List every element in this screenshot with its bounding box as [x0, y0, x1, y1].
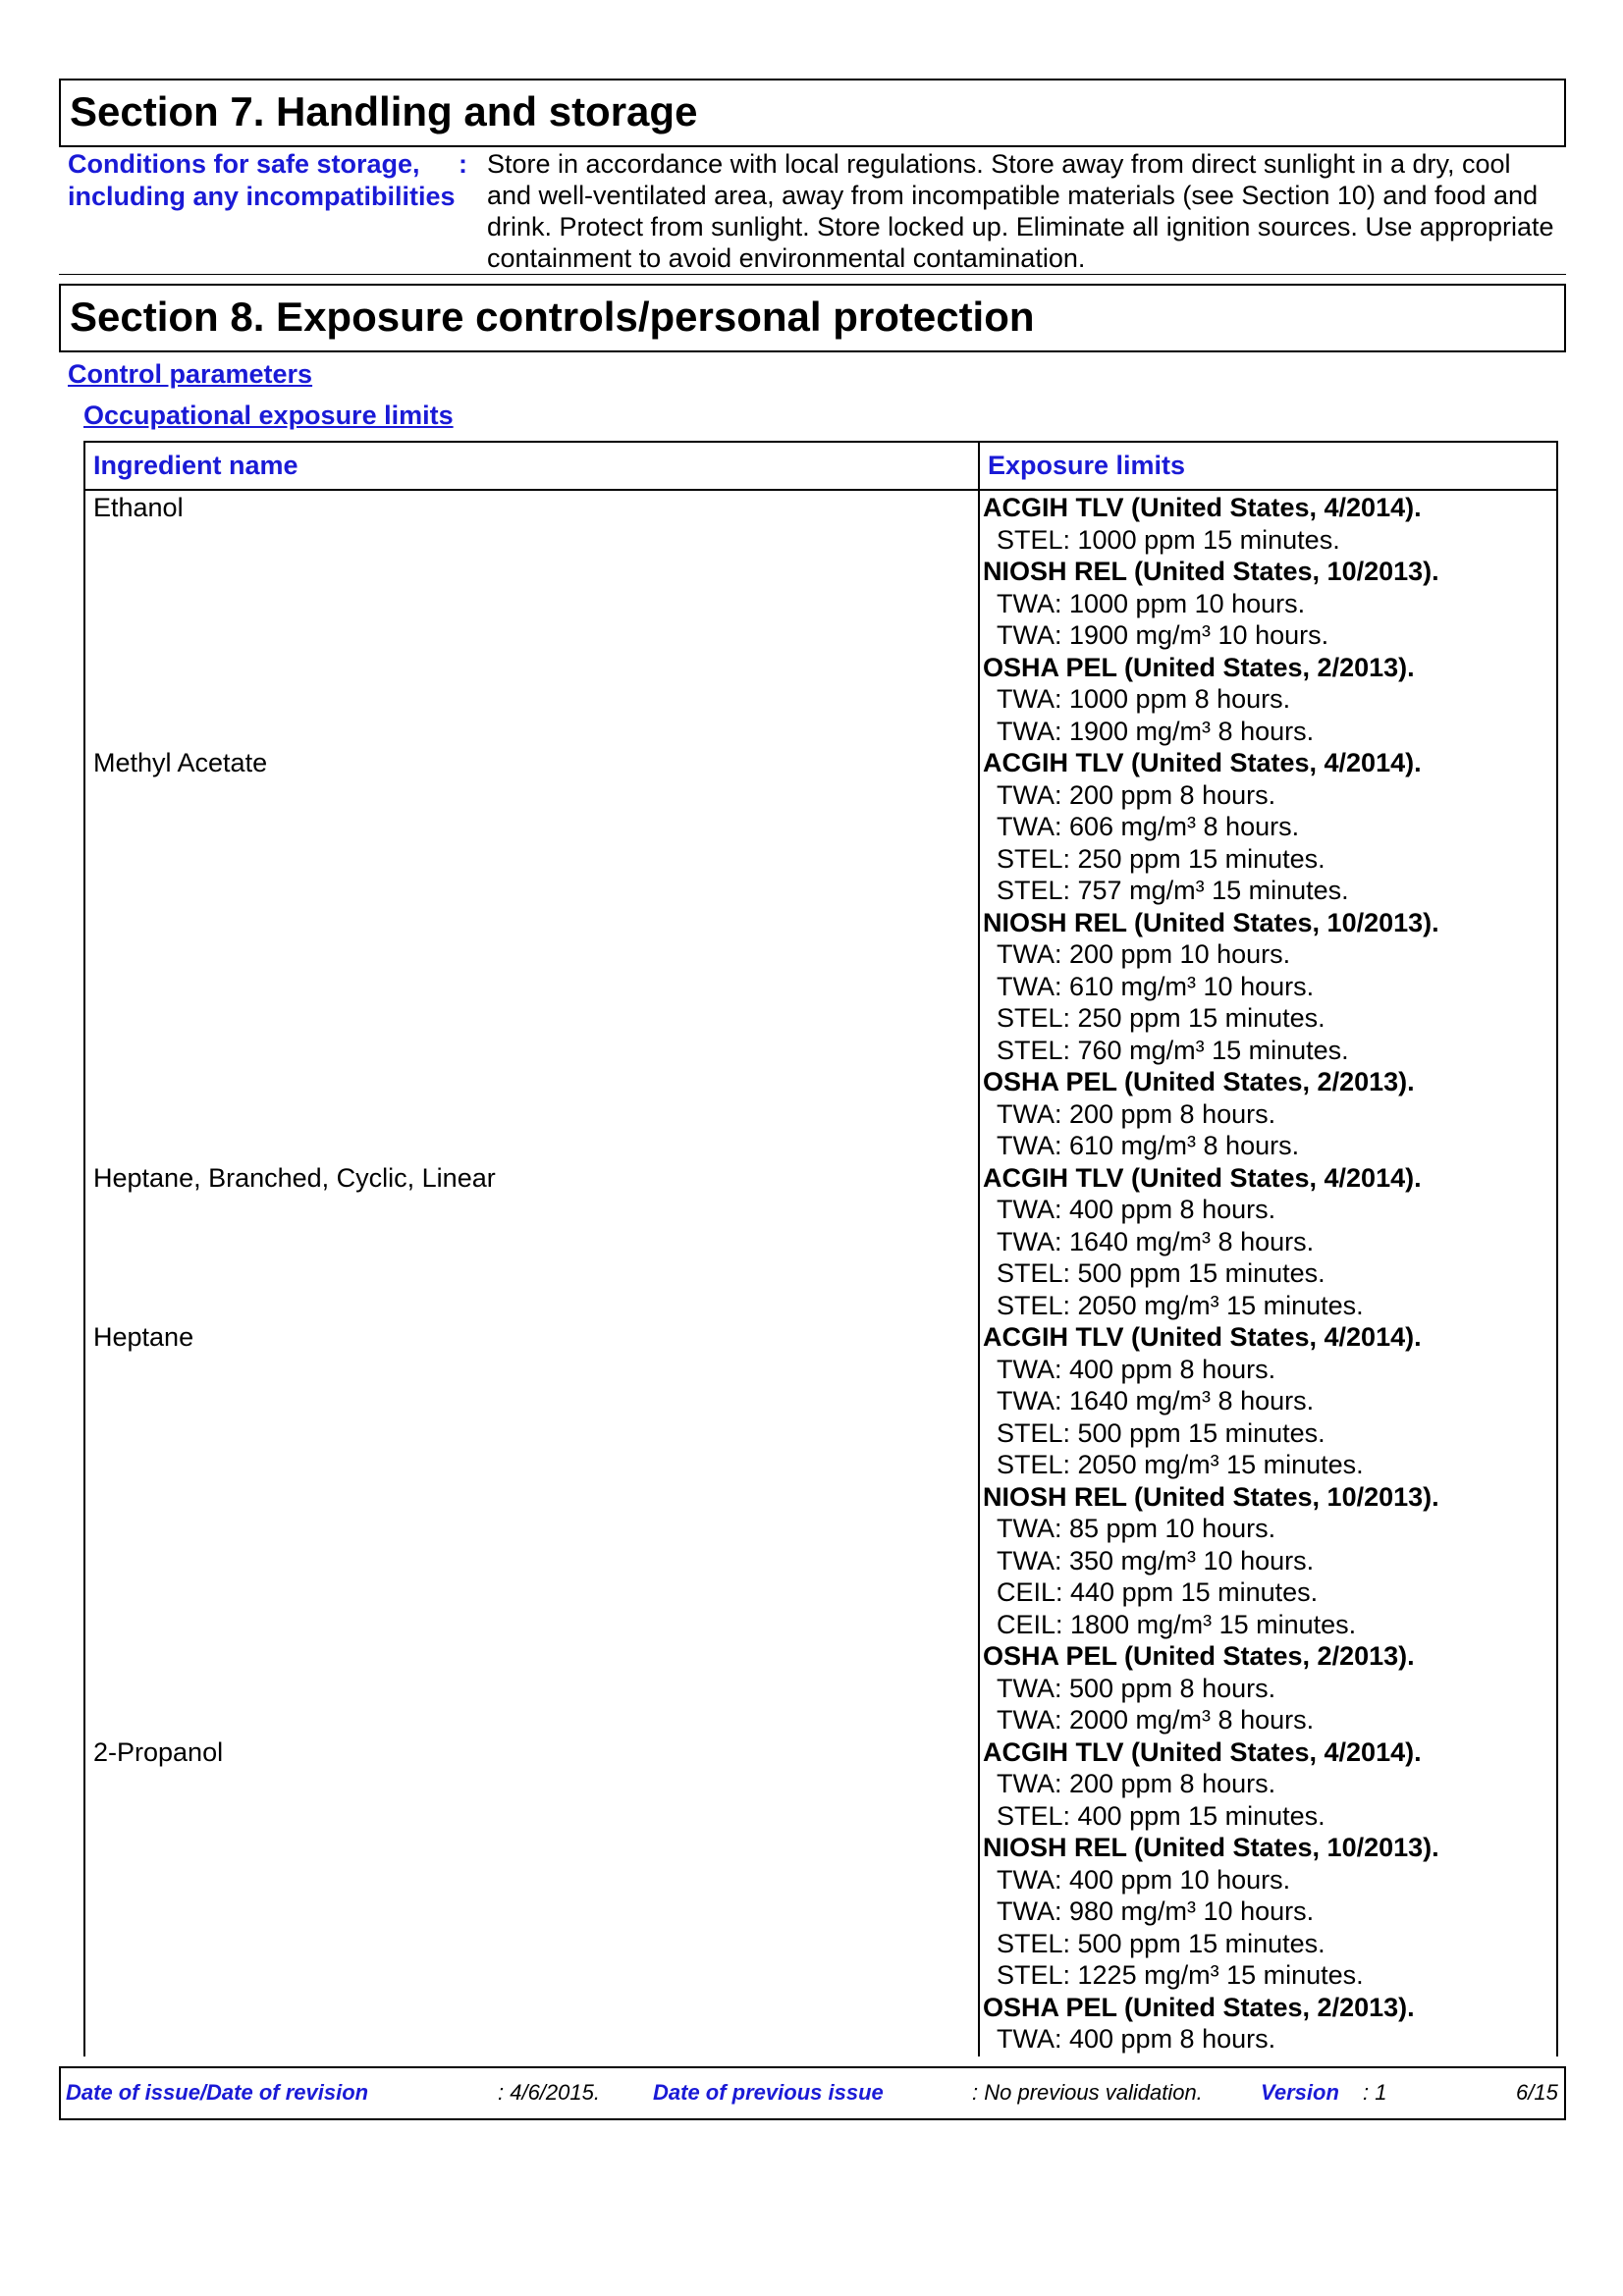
- limit-value: CEIL: 440 ppm 15 minutes.: [997, 1577, 1319, 1607]
- section-8-title: Section 8. Exposure controls/personal protection: [59, 284, 1566, 352]
- limit-value: STEL: 400 ppm 15 minutes.: [997, 1800, 1325, 1831]
- limit-value: TWA: 200 ppm 8 hours.: [997, 1769, 1276, 1798]
- limit-value: TWA: 200 ppm 8 hours.: [997, 779, 1276, 810]
- footer-previous-issue-label: Date of previous issue: [653, 2080, 884, 2105]
- ingredient-name: Methyl Acetate: [93, 748, 268, 777]
- limit-source: OSHA PEL (United States, 2/2013).: [983, 1992, 1415, 2022]
- limit-source: NIOSH REL (United States, 10/2013).: [983, 907, 1439, 937]
- column-header-exposure-limits: Exposure limits: [988, 451, 1186, 480]
- exposure-limits-column: [983, 492, 1542, 2056]
- limit-value: TWA: 400 ppm 8 hours.: [997, 2024, 1276, 2054]
- limit-value: STEL: 500 ppm 15 minutes.: [997, 1417, 1325, 1448]
- limit-source: NIOSH REL (United States, 10/2013).: [983, 1833, 1439, 1862]
- limit-value: TWA: 1640 mg/m³ 8 hours.: [997, 1226, 1315, 1256]
- ingredient-name: Heptane, Branched, Cyclic, Linear: [93, 1162, 496, 1193]
- control-parameters-link[interactable]: Control parameters: [68, 359, 313, 389]
- footer-issue-value: : 4/6/2015.: [498, 2080, 600, 2105]
- limit-value: TWA: 85 ppm 10 hours.: [997, 1514, 1276, 1543]
- footer-previous-issue-value: : No previous validation.: [972, 2080, 1203, 2105]
- page-footer: [59, 2066, 1566, 2120]
- limit-value: TWA: 400 ppm 8 hours.: [997, 1195, 1276, 1224]
- limit-value: STEL: 250 ppm 15 minutes.: [997, 843, 1325, 874]
- limit-value: TWA: 1000 ppm 8 hours.: [997, 684, 1291, 714]
- limit-value: STEL: 1225 mg/m³ 15 minutes.: [997, 1960, 1364, 1990]
- storage-conditions-text: Store in accordance with local regulations. Store away from direct sunlight in a dry, cool and well-ventilated area, away from incompatible materials (see Section 10) and food and drink. Protect from sunlight. Store locked up. Eliminate all ignition sources. Use appropriate containment to avoid environmental contamination.: [487, 149, 1554, 273]
- exposure-limits-table: [83, 441, 1558, 2056]
- limit-value: TWA: 1900 mg/m³ 8 hours.: [997, 716, 1315, 746]
- limit-value: STEL: 2050 mg/m³ 15 minutes.: [997, 1450, 1364, 1479]
- limit-value: TWA: 610 mg/m³ 8 hours.: [997, 1131, 1300, 1160]
- limit-value: TWA: 1000 ppm 10 hours.: [997, 588, 1306, 618]
- footer-page-number: 6/15: [1516, 2080, 1558, 2105]
- limit-value: TWA: 500 ppm 8 hours.: [997, 1673, 1276, 1703]
- ingredient-name: 2-Propanol: [93, 1736, 224, 1767]
- limit-source: ACGIH TLV (United States, 4/2014).: [983, 748, 1422, 777]
- section-7-divider: [59, 274, 1566, 275]
- limit-source: NIOSH REL (United States, 10/2013).: [983, 557, 1439, 586]
- limit-value: STEL: 500 ppm 15 minutes.: [997, 1928, 1325, 1958]
- storage-conditions-colon: :: [459, 149, 467, 179]
- limit-value: TWA: 400 ppm 10 hours.: [997, 1864, 1291, 1895]
- limit-source: ACGIH TLV (United States, 4/2014).: [983, 1736, 1422, 1767]
- section-7-title: Section 7. Handling and storage: [59, 79, 1566, 147]
- limit-value: STEL: 1000 ppm 15 minutes.: [997, 524, 1340, 555]
- limit-value: STEL: 250 ppm 15 minutes.: [997, 1003, 1325, 1033]
- occupational-exposure-limits-link[interactable]: Occupational exposure limits: [83, 400, 454, 430]
- footer-version-label: Version: [1261, 2080, 1339, 2105]
- ingredient-name: Ethanol: [93, 493, 184, 522]
- limit-source: NIOSH REL (United States, 10/2013).: [983, 1481, 1439, 1512]
- column-header-ingredient: Ingredient name: [93, 451, 298, 480]
- limit-source: ACGIH TLV (United States, 4/2014).: [983, 1322, 1422, 1352]
- limit-value: STEL: 2050 mg/m³ 15 minutes.: [997, 1290, 1364, 1320]
- footer-version-value: : 1: [1363, 2080, 1387, 2105]
- limit-source: OSHA PEL (United States, 2/2013).: [983, 1641, 1415, 1671]
- column-divider: [978, 443, 980, 2056]
- limit-value: TWA: 1640 mg/m³ 8 hours.: [997, 1386, 1315, 1415]
- limit-value: TWA: 606 mg/m³ 8 hours.: [997, 812, 1300, 841]
- limit-value: CEIL: 1800 mg/m³ 15 minutes.: [997, 1609, 1357, 1639]
- table-header: [85, 443, 1556, 491]
- limit-value: TWA: 2000 mg/m³ 8 hours.: [997, 1705, 1315, 1735]
- limit-value: TWA: 200 ppm 10 hours.: [997, 939, 1291, 969]
- limit-source: ACGIH TLV (United States, 4/2014).: [983, 1162, 1422, 1193]
- ingredient-name: Heptane: [93, 1322, 194, 1352]
- storage-conditions-label: Conditions for safe storage, including any incompatibilities: [68, 149, 456, 211]
- limit-value: STEL: 760 mg/m³ 15 minutes.: [997, 1035, 1349, 1065]
- limit-value: TWA: 980 mg/m³ 10 hours.: [997, 1896, 1315, 1926]
- limit-value: TWA: 1900 mg/m³ 10 hours.: [997, 620, 1329, 650]
- limit-value: TWA: 400 ppm 8 hours.: [997, 1354, 1276, 1384]
- limit-value: STEL: 757 mg/m³ 15 minutes.: [997, 876, 1349, 905]
- limit-value: TWA: 200 ppm 8 hours.: [997, 1098, 1276, 1129]
- footer-issue-label: Date of issue/Date of revision: [66, 2080, 369, 2105]
- limit-value: TWA: 610 mg/m³ 10 hours.: [997, 971, 1315, 1001]
- limit-value: STEL: 500 ppm 15 minutes.: [997, 1258, 1325, 1288]
- limit-source: OSHA PEL (United States, 2/2013).: [983, 1067, 1415, 1096]
- limit-value: TWA: 350 mg/m³ 10 hours.: [997, 1545, 1315, 1575]
- limit-source: OSHA PEL (United States, 2/2013).: [983, 652, 1415, 682]
- limit-source: ACGIH TLV (United States, 4/2014).: [983, 493, 1422, 522]
